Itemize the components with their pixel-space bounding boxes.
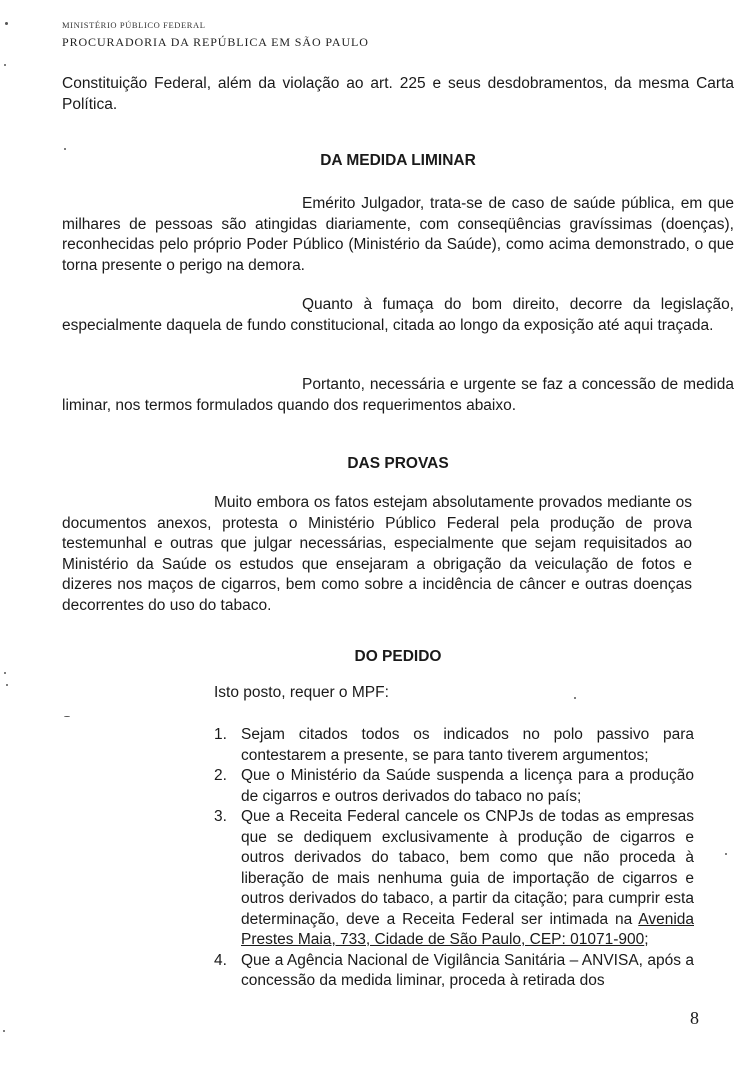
request-number: 3. [214, 808, 227, 825]
intro-paragraph: Constituição Federal, além da violação ao art. 225 e seus desdobramentos, da mesma Carta Política. [62, 75, 734, 113]
scan-speck [3, 1030, 5, 1032]
request-number: 2. [214, 767, 227, 784]
provas-paragraph: Muito embora os fatos estejam absolutamente provados mediante os documentos anexos, protesta o Ministério Público Federal pela produção de prova testemunhal e outras que julgar necessárias, especialmente que sejam requisitados ao Ministério da Saúde os estudos que ensejaram a obrigação da veiculação de fotos e dizeres nos maços de cigarros, bem como sobre a incidência de câncer e outras doenças decorrentes do uso do tabaco. [62, 494, 692, 614]
request-number: 1. [214, 726, 227, 743]
header-procuradoria: PROCURADORIA DA REPÚBLICA EM SÃO PAULO [62, 35, 369, 49]
liminar-paragraph-1: Emérito Julgador, trata-se de caso de saúde pública, em que milhares de pessoas são atingidas diariamente, com conseqüências gravíssimas (doenças), reconhecidas pelo próprio Poder Público (Ministério da Saúde), como acima demonstrado, o que torna presente o perigo na demora. [62, 195, 734, 274]
scan-speck [4, 672, 6, 674]
scan-speck [5, 22, 8, 25]
section-title-pedido: DO PEDIDO [354, 648, 442, 665]
requests-list [214, 725, 694, 992]
request-item-4 [214, 951, 694, 992]
scan-speck [64, 148, 66, 150]
request-text-tail: ; [644, 931, 649, 948]
section-title-provas: DAS PROVAS [347, 455, 449, 472]
request-number: 4. [214, 951, 227, 969]
scan-speck [725, 853, 727, 855]
scan-speck [64, 716, 70, 717]
request-text: Que o Ministério da Saúde suspenda a licença para a produção de cigarros e outros derivados do tabaco no país; [241, 767, 694, 805]
section-title-liminar: DA MEDIDA LIMINAR [320, 152, 476, 169]
request-address: Avenida Prestes Maia, 733, Cidade de São Paulo, CEP: 01071-900 [241, 910, 694, 948]
request-text: Sejam citados todos os indicados no polo passivo para contestarem a presente, se para tanto tiverem argumentos; [241, 726, 694, 764]
request-item-1 [214, 725, 694, 766]
request-item-2 [214, 766, 694, 807]
liminar-paragraph-3: Portanto, necessária e urgente se faz a concessão de medida liminar, nos termos formulados quando dos requerimentos abaixo. [62, 376, 734, 414]
request-text: Que a Receita Federal cancele os CNPJs de todas as empresas que se dediquem exclusivamente à produção de cigarros e outros derivados do tabaco, bem como que não proceda à liberação de mais nenhuma guia de importação de cigarros e outros derivados do tabaco, a partir da citação; para cumprir esta determinação, deve a Receita Federal ser intimada na [241, 808, 694, 928]
liminar-paragraph-2: Quanto à fumaça do bom direito, decorre da legislação, especialmente daquela de fundo constitucional, citada ao longo da exposição até aqui traçada. [62, 296, 734, 334]
pedido-intro: Isto posto, requer o MPF: [214, 684, 389, 701]
scan-speck [6, 684, 8, 686]
request-item-3 [214, 807, 694, 951]
scan-speck [574, 697, 576, 699]
scan-speck [4, 64, 6, 66]
request-text: Que a Agência Nacional de Vigilância Sanitária – ANVISA, após a concessão da medida liminar, proceda à retirada dos [241, 951, 694, 989]
page-number: 8 [690, 1008, 699, 1028]
header-ministry: MINISTÉRIO PÚBLICO FEDERAL [62, 20, 206, 30]
